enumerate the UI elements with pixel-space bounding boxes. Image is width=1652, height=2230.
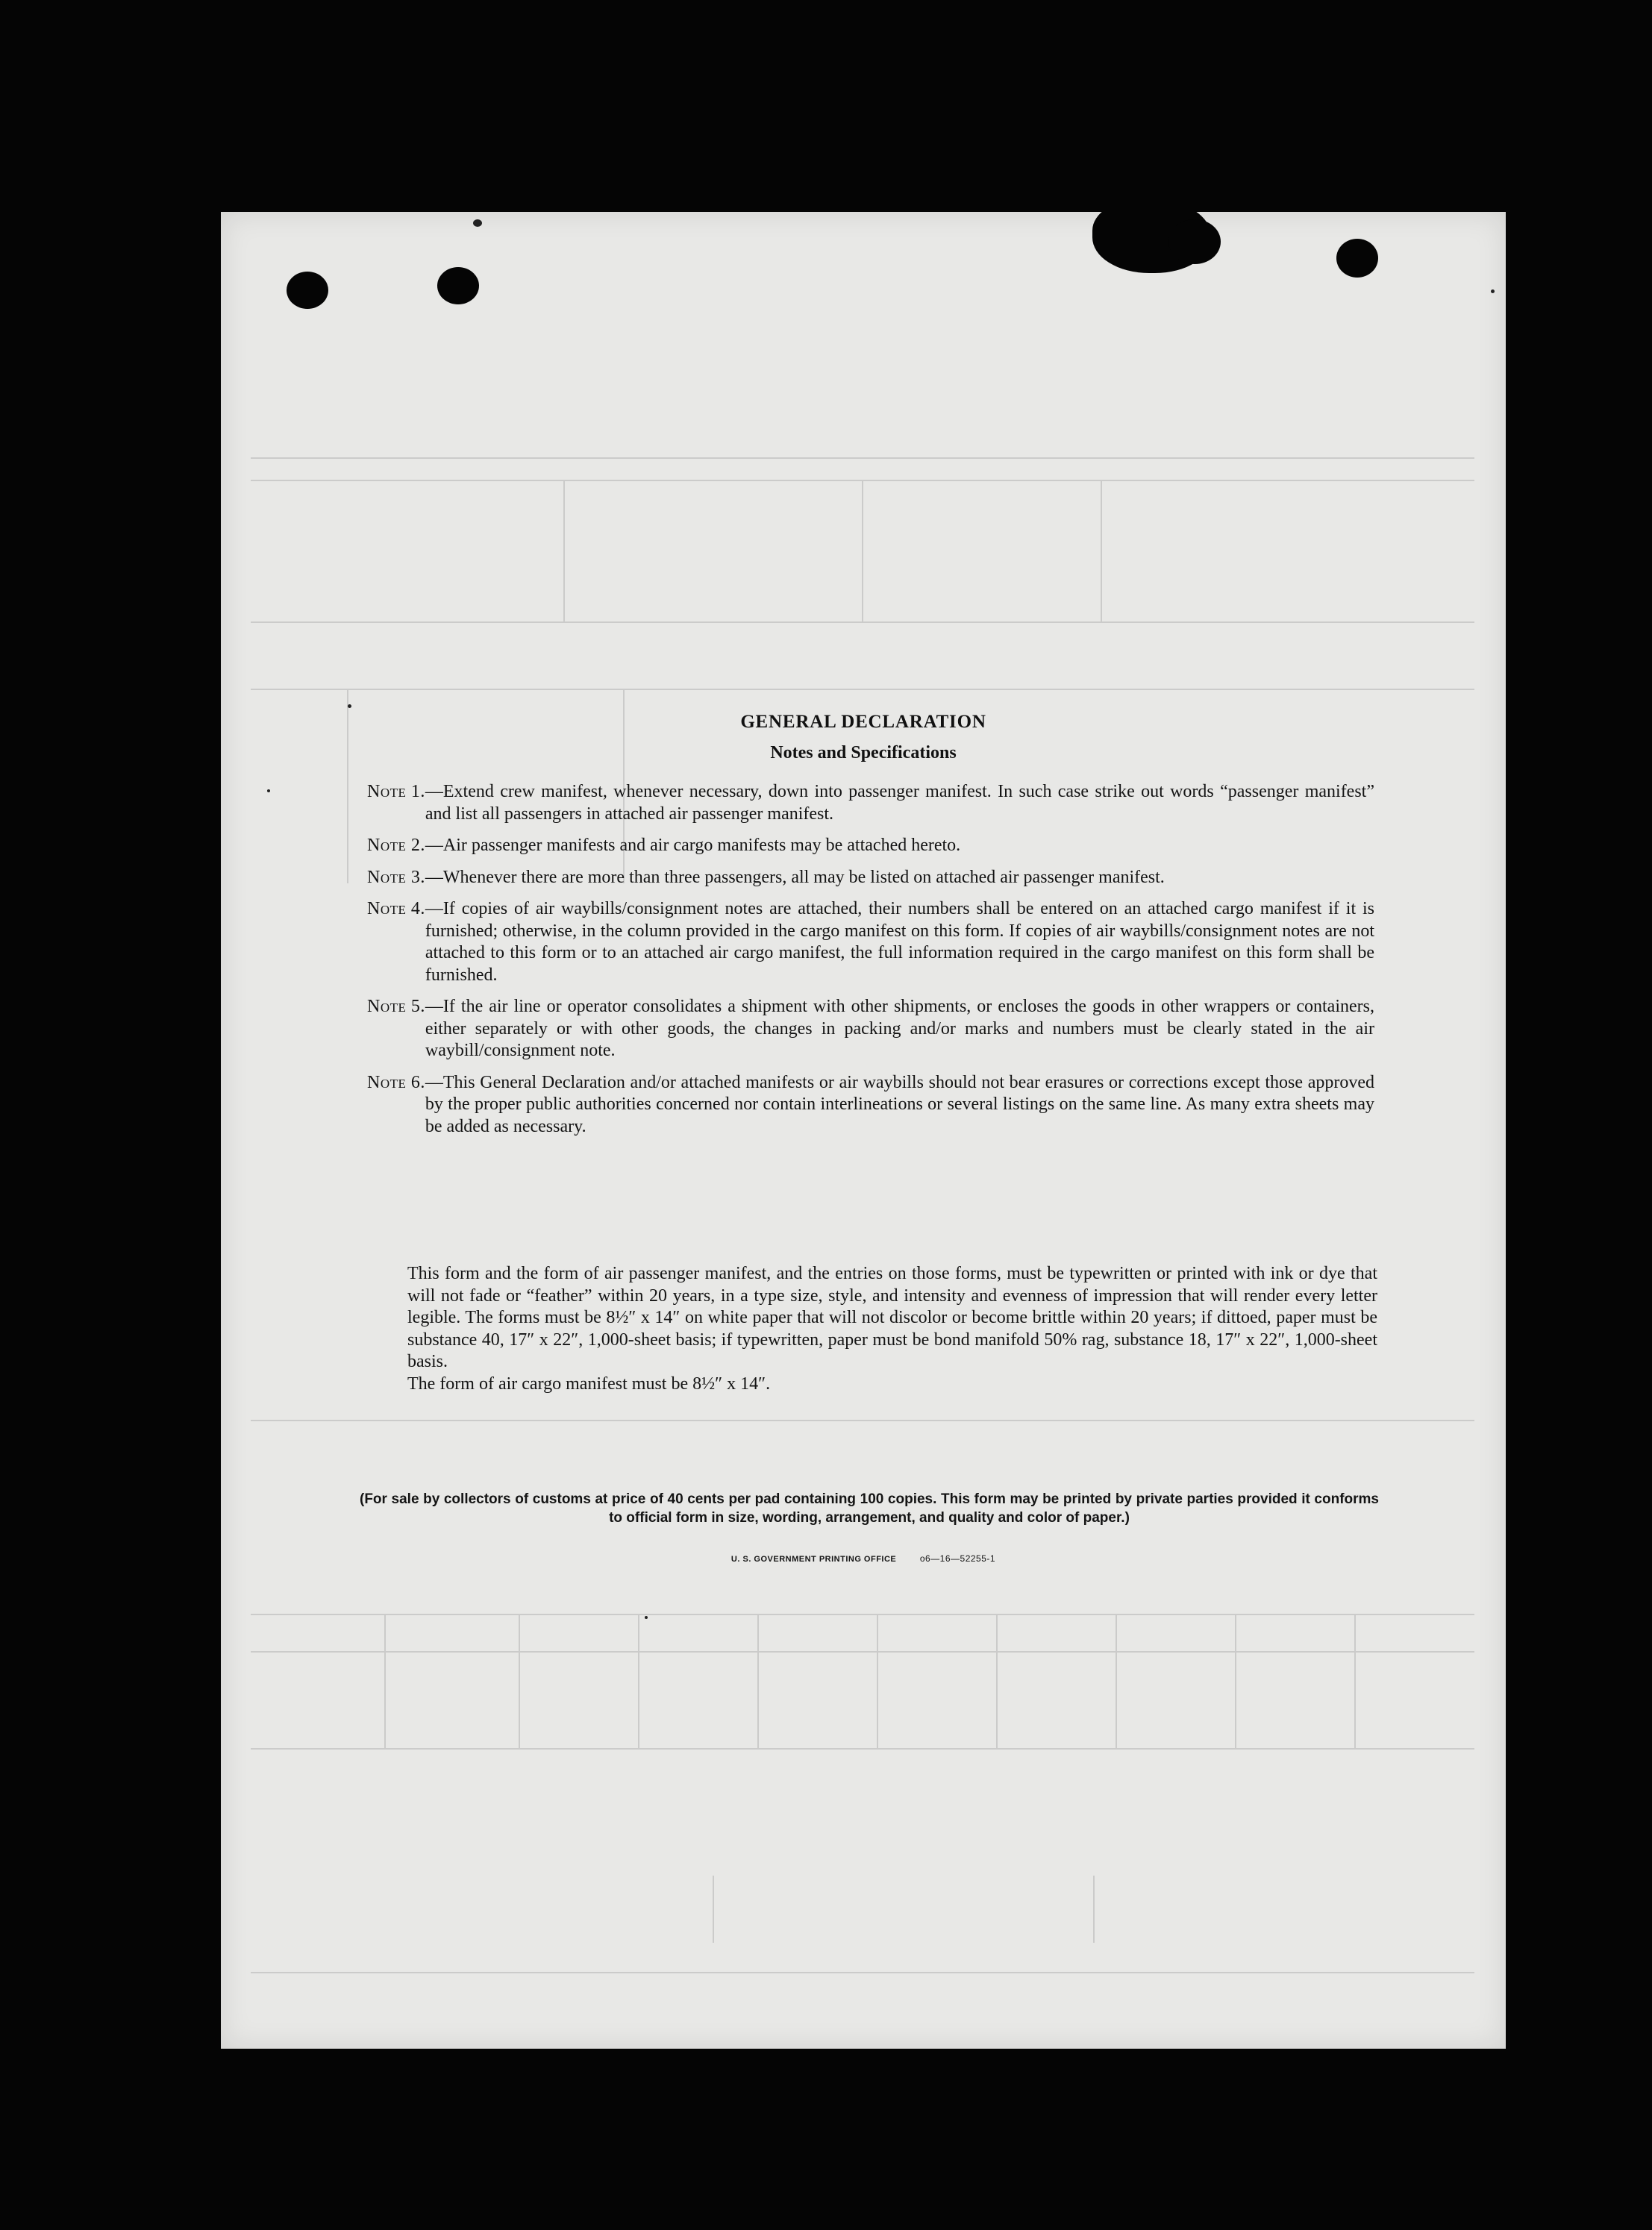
- printer-imprint: [221, 1553, 1506, 1564]
- note-3: [367, 867, 1374, 889]
- speck: [1491, 289, 1495, 293]
- note-text: —Air passenger manifests and air cargo manifests may be attached hereto.: [425, 836, 961, 855]
- note-label: Note 5.: [367, 997, 425, 1016]
- note-label: Note 6.: [367, 1072, 425, 1092]
- note-label: Note 2.: [367, 836, 425, 855]
- note-text: —If the air line or operator consolidates a shipment with other shipments, or encloses the goods in other wrappers or containers, either separately or with other goods, the changes in packing and/or marks and numbers must be clearly stated in the air waybill/consignment note.: [425, 997, 1374, 1060]
- note-text: —This General Declaration and/or attached manifests or air waybills should not bear erasures or corrections except those approved by the proper public authorities concerned nor contain interlineations or several listings on the same line. As many extra sheets may be added as necessary.: [425, 1072, 1374, 1136]
- cargo-manifest-size-text: The form of air cargo manifest must be 8½″ x 14″.: [407, 1374, 771, 1394]
- printer-name: U. S. GOVERNMENT PRINTING OFFICE: [730, 1555, 897, 1564]
- form-requirements-paragraph: [361, 1263, 1377, 1395]
- punch-hole: [1336, 239, 1378, 278]
- note-2: [367, 835, 1374, 857]
- ink-blot: [1168, 219, 1221, 264]
- note-6: [367, 1072, 1374, 1139]
- note-text: —If copies of air waybills/consignment notes are attached, their numbers shall be entered on an attached cargo manifest if it is furnished; otherwise, in the column provided in the cargo manifest on this form. If copies of air waybills/consignment notes are not attached to this form or to an attached air cargo manifest, the full information required in the cargo manifest on this form shall be furnished.: [425, 899, 1374, 985]
- requirements-text: This form and the form of air passenger manifest, and the entries on those forms, must be typewritten or printed with ink or dye that will not fade or “feather” within 20 years, in a type size, style, and intensity and evenness of impression that will render every letter legible. The forms must be 8½″ x 14″ on white paper that will not discolor or become brittle within 20 years; if dittoed, paper must be substance 40, 17″ x 22″, 1,000-sheet basis; if typewritten, paper must be bond manifold 50% rag, substance 18, 17″ x 22″, 1,000-sheet basis.: [407, 1264, 1377, 1371]
- speck: [348, 704, 351, 708]
- speck: [645, 1616, 648, 1619]
- notes-list: [367, 781, 1374, 1147]
- note-text: —Extend crew manifest, whenever necessary, down into passenger manifest. In such case strike out words “passenger manifest” and list all passengers in attached air passenger manifest.: [425, 782, 1374, 824]
- sale-notice: (For sale by collectors of customs at price of 40 cents per pad containing 100 copies. This form may be printed by private parties provided it conforms to official form in size, wording, arrangement, and quality and color of paper.): [360, 1491, 1379, 1526]
- punch-hole: [287, 272, 328, 309]
- page-subtitle: Notes and Specifications: [770, 743, 957, 762]
- printer-code: o6—16—52255-1: [919, 1553, 996, 1564]
- note-1: [367, 781, 1374, 825]
- punch-hole: [437, 267, 479, 304]
- page-title: GENERAL DECLARATION: [740, 712, 986, 732]
- note-5: [367, 996, 1374, 1062]
- document-page: [221, 212, 1506, 2049]
- note-4: [367, 898, 1374, 986]
- speck: [267, 789, 270, 792]
- note-label: Note 4.: [367, 899, 425, 918]
- note-label: Note 3.: [367, 867, 425, 887]
- note-text: —Whenever there are more than three passengers, all may be listed on attached air passenger manifest.: [425, 867, 1165, 887]
- note-label: Note 1.: [367, 782, 425, 801]
- speck: [473, 219, 482, 227]
